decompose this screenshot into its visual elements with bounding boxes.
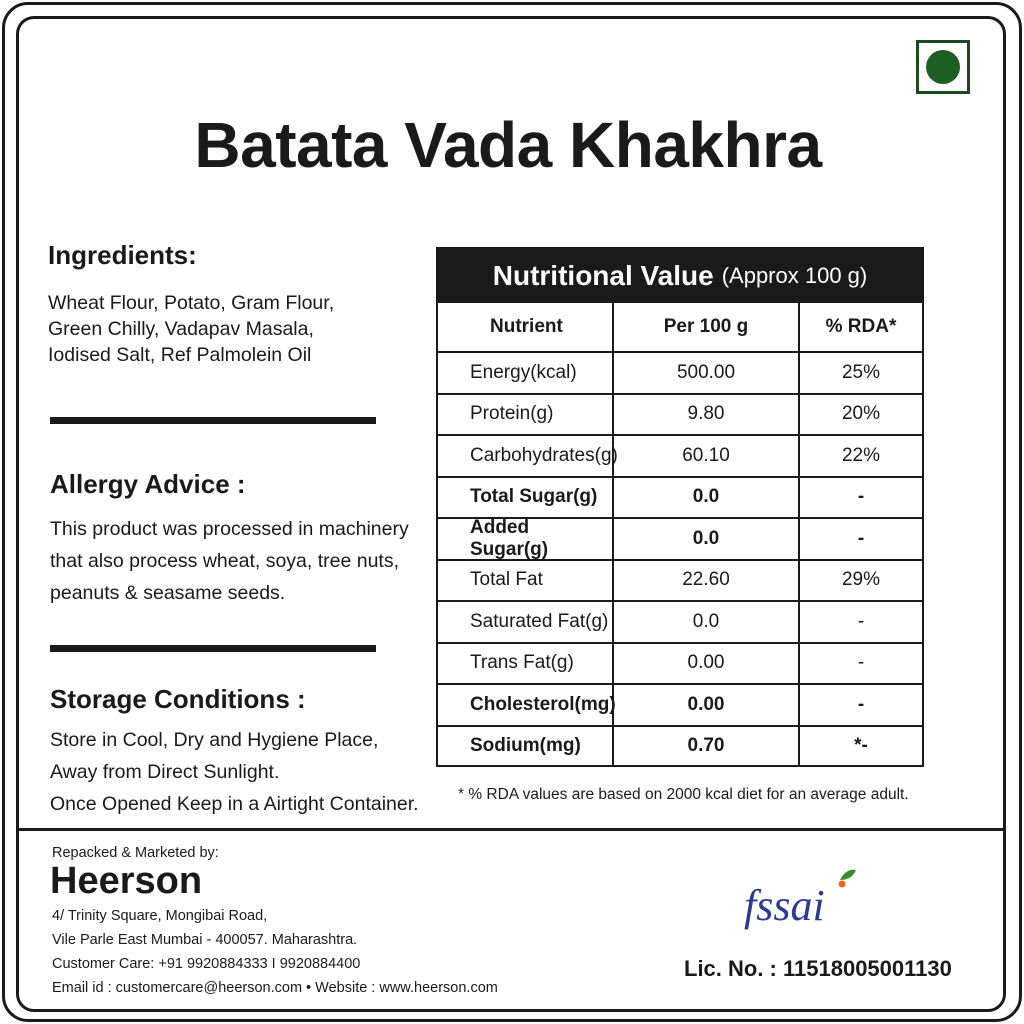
nutrition-header bbox=[438, 249, 922, 303]
veg-dot bbox=[926, 50, 960, 84]
nutrition-row bbox=[438, 559, 922, 601]
contact-line: Email id : customercare@heerson.com • Website : www.heerson.com bbox=[52, 980, 498, 996]
fssai-logo-icon bbox=[742, 860, 862, 930]
rda-cell: - bbox=[857, 652, 865, 674]
per100-cell: 0.0 bbox=[614, 478, 800, 518]
brand-name: Heerson bbox=[50, 860, 203, 902]
per100-cell: 0.70 bbox=[614, 727, 800, 767]
rda-cell: - bbox=[857, 693, 865, 715]
column-header-per100: Per 100 g bbox=[614, 303, 800, 351]
rda-cell: - bbox=[857, 486, 865, 508]
license-number: Lic. No. : 11518005001130 bbox=[684, 956, 952, 981]
nutrition-row bbox=[438, 517, 922, 559]
allergy-line: peanuts & seasame seeds. bbox=[50, 582, 286, 604]
nutrition-row bbox=[438, 351, 922, 393]
ingredients-heading: Ingredients: bbox=[48, 240, 197, 270]
customer-care-line: Customer Care: +91 9920884333 I 9920884400 bbox=[52, 956, 361, 972]
nutrition-row bbox=[438, 683, 922, 725]
nutrition-row bbox=[438, 642, 922, 684]
nutrition-row bbox=[438, 600, 922, 642]
fssai-leaf-icon bbox=[840, 870, 856, 880]
nutrition-column-headers bbox=[438, 303, 922, 351]
allergy-heading: Allergy Advice : bbox=[50, 469, 246, 499]
fssai-logo-text: fssai bbox=[744, 881, 825, 930]
nutrient-cell: Saturated Fat(g) bbox=[438, 602, 614, 642]
address-line: Vile Parle East Mumbai - 400057. Maharashtra. bbox=[52, 932, 358, 948]
ingredients-line: Green Chilly, Vadapav Masala, bbox=[48, 318, 314, 340]
divider bbox=[50, 417, 376, 424]
ingredients-line: Wheat Flour, Potato, Gram Flour, bbox=[48, 292, 335, 314]
nutrient-cell: Cholesterol(mg) bbox=[438, 685, 614, 725]
ingredients-text bbox=[48, 290, 334, 368]
column-header-nutrient: Nutrient bbox=[438, 303, 614, 351]
address-block bbox=[52, 904, 498, 1000]
ingredients-line: Iodised Salt, Ref Palmolein Oil bbox=[48, 344, 312, 366]
rda-cell: - bbox=[857, 610, 865, 632]
nutrient-cell: Total Fat bbox=[438, 561, 614, 601]
product-title: Batata Vada Khakhra bbox=[194, 109, 822, 181]
allergy-line: This product was processed in machinery bbox=[50, 518, 409, 540]
nutrient-cell: Carbohydrates(g) bbox=[438, 436, 614, 476]
nutrition-table bbox=[436, 247, 924, 767]
per100-cell: 0.0 bbox=[614, 602, 800, 642]
storage-line: Away from Direct Sunlight. bbox=[50, 761, 280, 783]
nutrition-row bbox=[438, 393, 922, 435]
rda-cell: 29% bbox=[841, 569, 881, 591]
per100-cell: 9.80 bbox=[614, 395, 800, 435]
nutrition-approx: (Approx 100 g) bbox=[721, 263, 868, 288]
nutrient-cell: Trans Fat(g) bbox=[438, 644, 614, 684]
per100-cell: 22.60 bbox=[614, 561, 800, 601]
storage-line: Store in Cool, Dry and Hygiene Place, bbox=[50, 729, 379, 751]
storage-heading: Storage Conditions : bbox=[50, 684, 306, 714]
per100-cell: 0.00 bbox=[614, 685, 800, 725]
rda-cell: 25% bbox=[841, 361, 881, 383]
address-line: 4/ Trinity Square, Mongibai Road, bbox=[52, 908, 268, 924]
storage-line: Once Opened Keep in a Airtight Container. bbox=[50, 793, 419, 815]
nutrition-row bbox=[438, 725, 922, 767]
per100-cell: 500.00 bbox=[614, 353, 800, 393]
nutrient-cell: Added Sugar(g) bbox=[438, 519, 614, 559]
rda-footnote: * % RDA values are based on 2000 kcal diet for an average adult. bbox=[458, 786, 909, 803]
column-header-rda: % RDA* bbox=[825, 316, 897, 337]
per100-cell: 60.10 bbox=[614, 436, 800, 476]
nutrient-cell: Energy(kcal) bbox=[438, 353, 614, 393]
rda-cell: 22% bbox=[841, 444, 881, 466]
veg-mark-icon bbox=[916, 40, 970, 94]
nutrition-row bbox=[438, 434, 922, 476]
rda-cell: *- bbox=[854, 735, 868, 757]
nutrient-cell: Total Sugar(g) bbox=[438, 478, 614, 518]
marketed-by-label: Repacked & Marketed by: bbox=[52, 845, 219, 861]
nutrition-row bbox=[438, 476, 922, 518]
fssai-dot-icon bbox=[839, 881, 846, 888]
per100-cell: 0.00 bbox=[614, 644, 800, 684]
nutrition-title: Nutritional Value bbox=[492, 260, 714, 291]
nutrient-cell: Protein(g) bbox=[438, 395, 614, 435]
allergy-line: that also process wheat, soya, tree nuts, bbox=[50, 550, 400, 572]
rda-cell: 20% bbox=[841, 403, 881, 425]
per100-cell: 0.0 bbox=[614, 519, 800, 559]
allergy-text bbox=[50, 513, 409, 609]
rda-cell: - bbox=[857, 527, 865, 549]
storage-text bbox=[50, 724, 419, 820]
divider bbox=[50, 645, 376, 652]
footer-divider bbox=[18, 828, 1004, 831]
nutrient-cell: Sodium(mg) bbox=[438, 727, 614, 767]
